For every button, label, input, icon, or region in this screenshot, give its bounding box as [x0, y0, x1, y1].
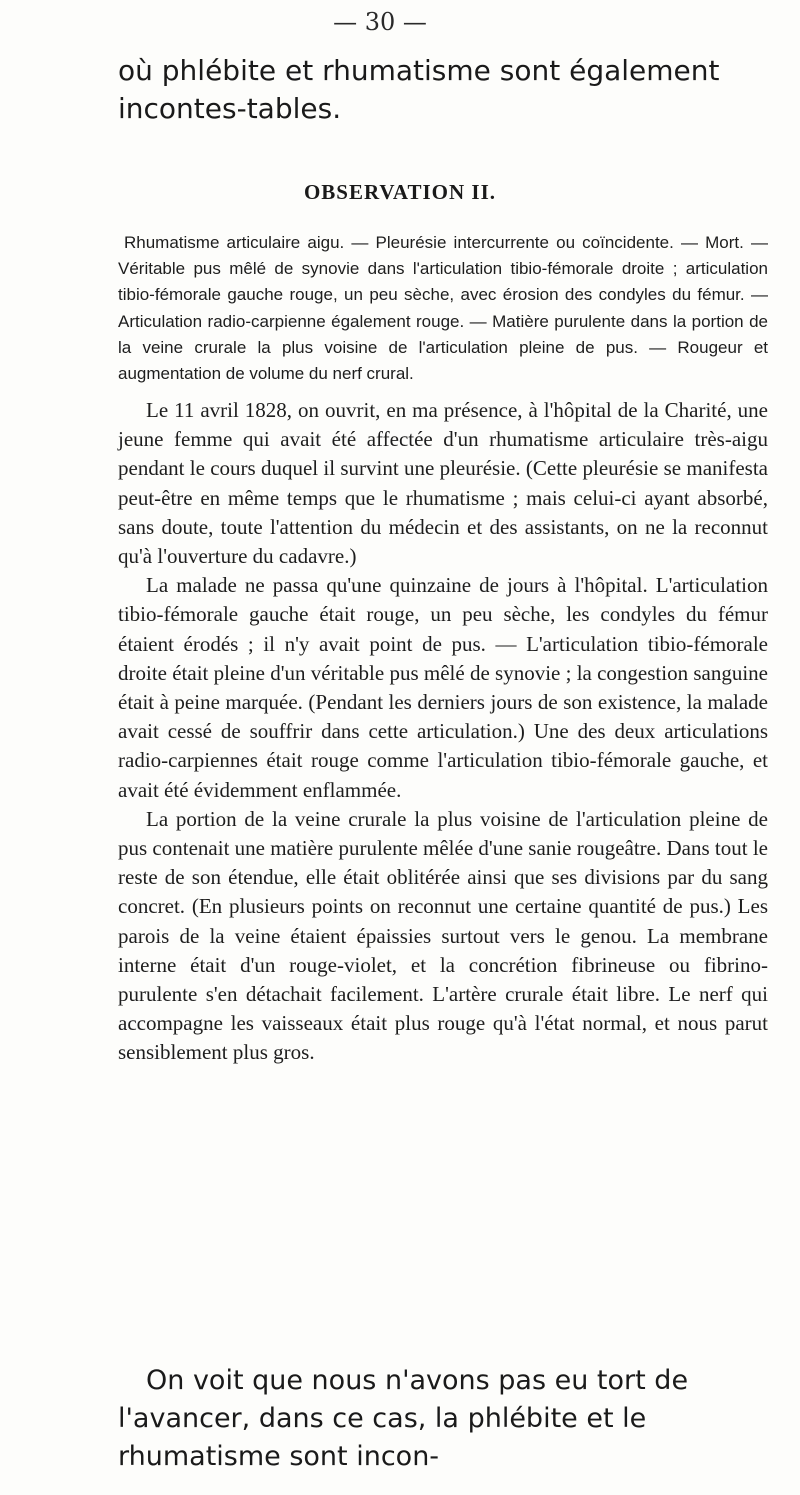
continuation-text: où phlébite et rhumatisme sont également incontes-tables. — [118, 54, 720, 125]
body-paragraph: La portion de la veine crurale la plus voisine de l'articulation pleine de pus contenait une matière purulente mêlée d'une sanie rougeâtre. Dans tout le reste de son étendue, elle était oblitérée ainsi que ses divisions par du sang concret. (En plusieurs points on reconnut une certaine quantité de pus.) Les parois de la veine étaient épaissies surtout vers le genou. La membrane interne était d'un rouge-violet, et la concrétion fibrineuse ou fibrino-purulente s'en détachait facilement. L'artère crurale était libre. Le nerf qui accompagne les vaisseaux était plus rouge qu'à l'état normal, et nous parut sensiblement plus gros. — [118, 806, 768, 1065]
observation-heading: OBSERVATION II. — [303, 180, 497, 204]
observation-summary: Rhumatisme articulaire aigu. — Pleurésie intercurrente ou coïncidente. — Mort. — Véritable pus mêlé de synovie dans l'articulation tibio-fémorale droite ; articulation tibio-fémorale gauche rouge, un peu sèche, avec érosion des condyles du fémur. — Articulation radio-carpienne également rouge. — Matière purulente dans la portion de la veine crurale la plus voisine de l'articulation pleine de pus. — Rougeur et augmentation de volume du nerf crural. — [118, 233, 768, 384]
page-number: — 30 — — [333, 8, 427, 36]
closing-text: On voit que nous n'avons pas eu tort de l'avancer, dans ce cas, la phlébite et le rhumatisme sont incon- — [118, 1365, 689, 1472]
body-paragraph: La malade ne passa qu'une quinzaine de jours à l'hôpital. L'articulation tibio-fémorale gauche était rouge, un peu sèche, les condyles du fémur étaient érodés ; il n'y avait point de pus. — L'articulation tibio-fémorale droite était pleine d'un véritable pus mêlé de synovie ; la congestion sanguine était à peine marquée. (Pendant les derniers jours de son existence, la malade avait cessé de souffrir dans cette articulation.) Une des deux articulations radio-carpiennes était rouge comme l'articulation tibio-fémorale gauche, et avait été évidemment enflammée. — [118, 573, 768, 802]
body-paragraph: Le 11 avril 1828, on ouvrit, en ma présence, à l'hôpital de la Charité, une jeune femme qui avait été affectée d'un rhumatisme articulaire très-aigu pendant le cours duquel il survint une pleurésie. (Cette pleurésie se manifesta peut-être en même temps que le rhumatisme ; mais celui-ci ayant absorbé, sans doute, toute l'attention du médecin et des assistants, on ne la reconnut qu'à l'ouverture du cadavre.) — [118, 398, 768, 569]
observation-body — [118, 396, 768, 1068]
